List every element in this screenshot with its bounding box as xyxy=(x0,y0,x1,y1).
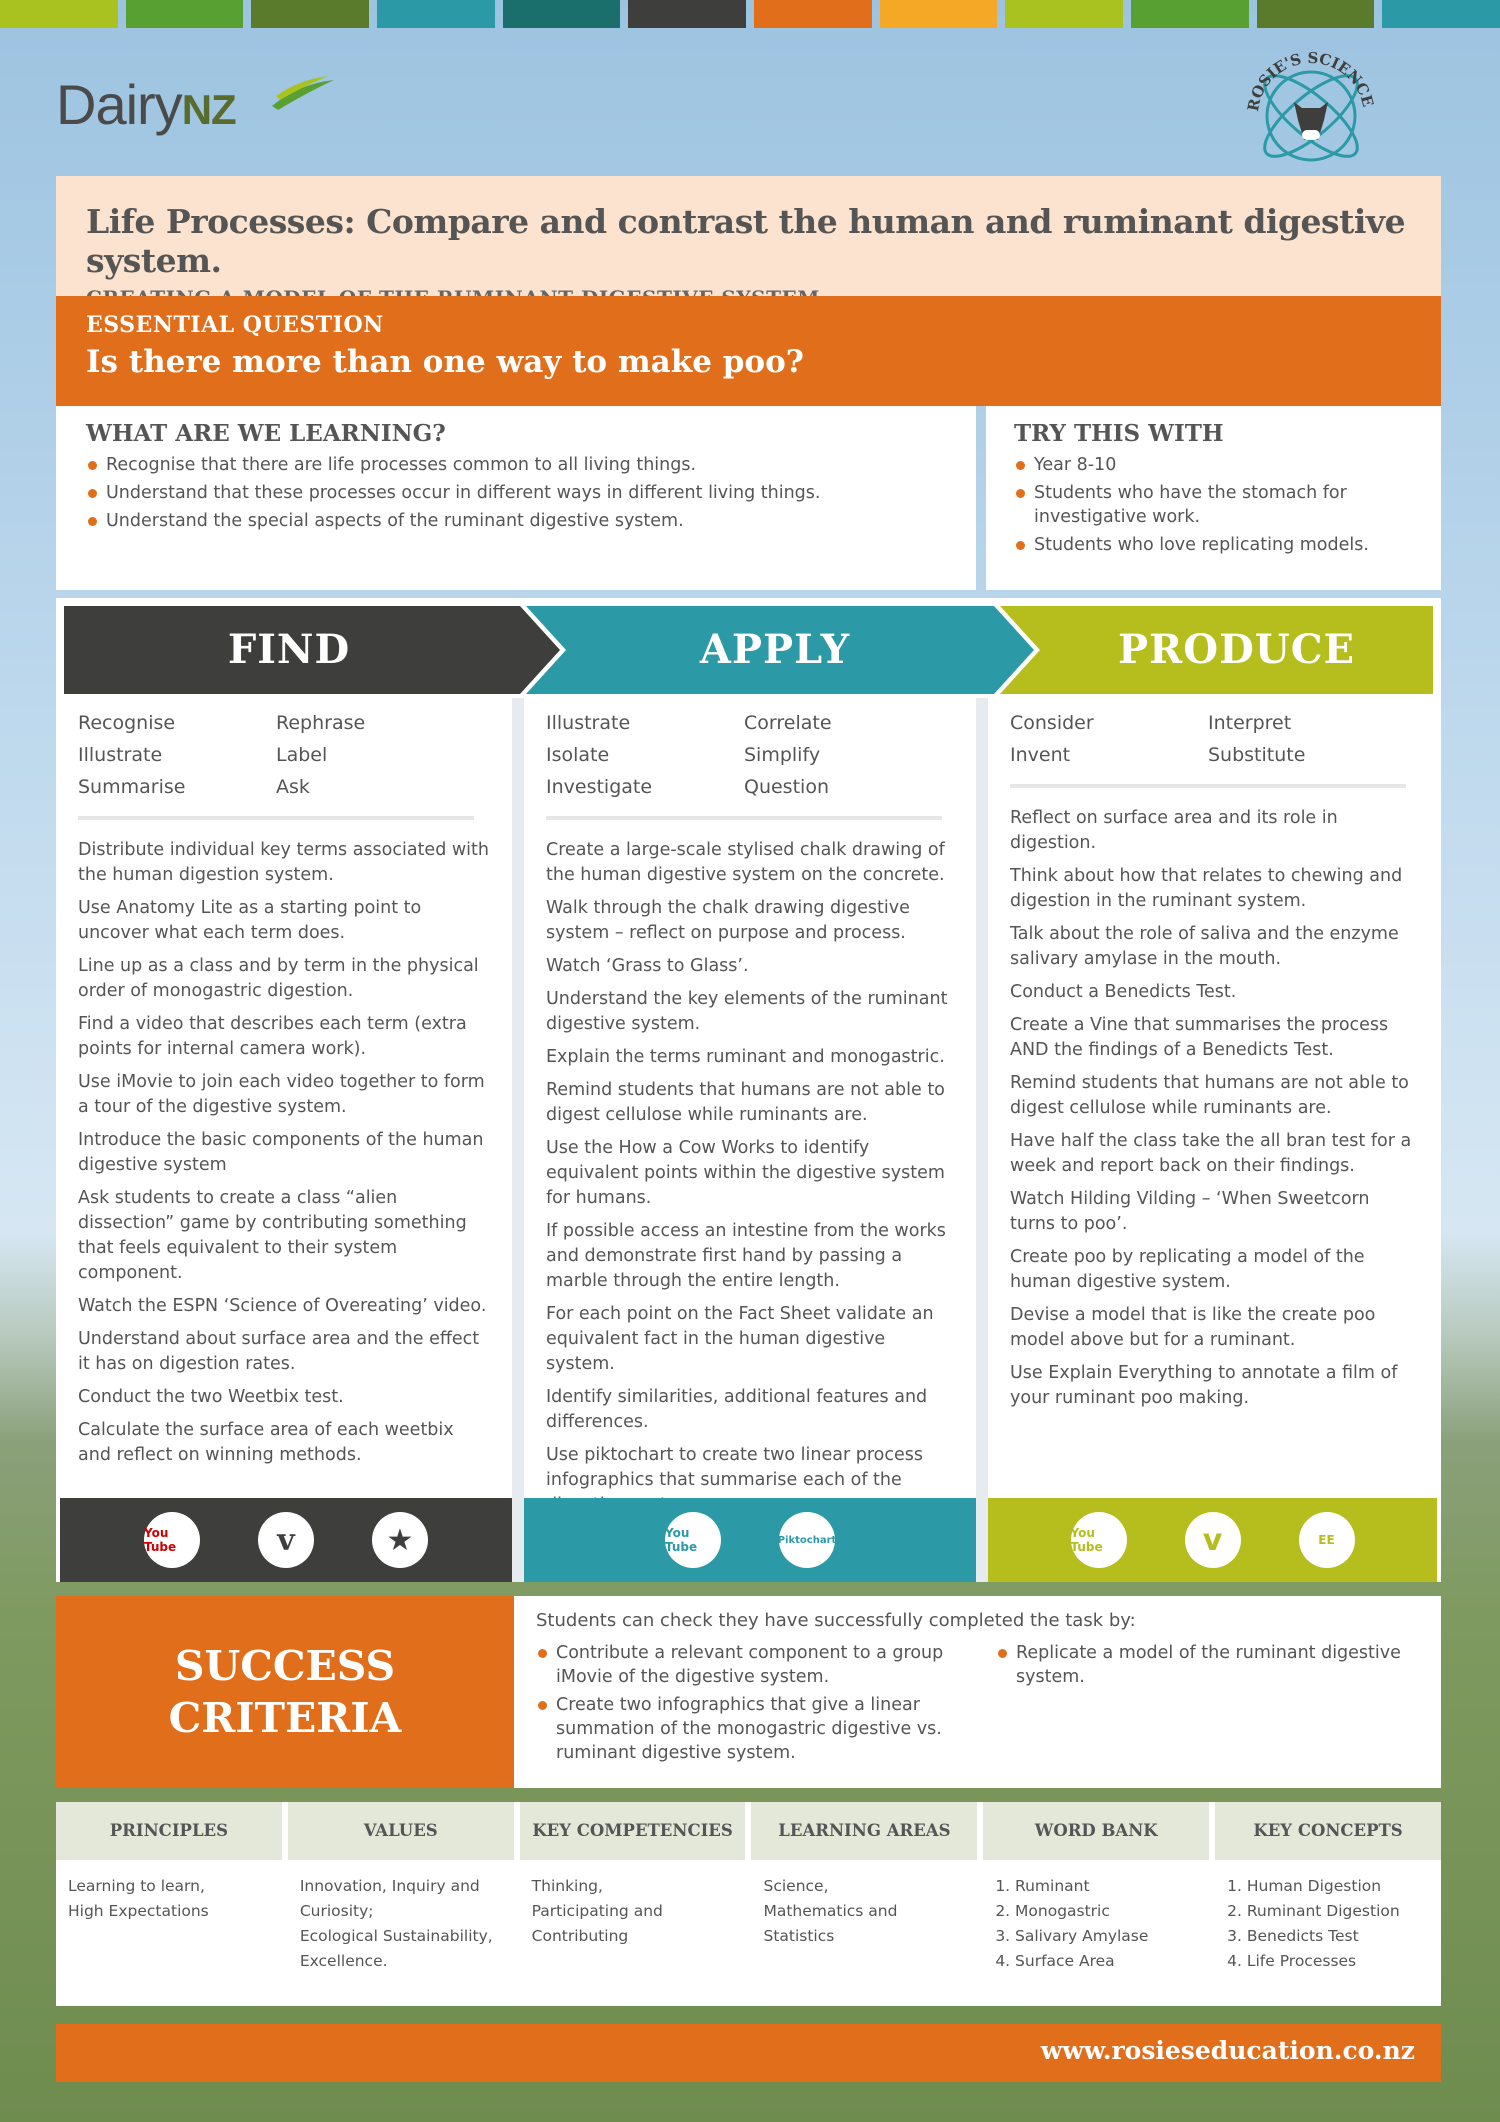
try-box xyxy=(986,406,1441,590)
verb: Substitute xyxy=(1208,744,1306,766)
activity: Find a video that describes each term (extra points for internal camera work). xyxy=(78,1014,467,1059)
imovie-icon[interactable]: ★ xyxy=(372,1512,428,1568)
learning-box xyxy=(56,406,976,590)
table-cell: High Expectations xyxy=(68,1902,209,1920)
verb: Summarise xyxy=(78,776,186,798)
verb: Correlate xyxy=(744,712,832,734)
list-item: Replicate a model of the ruminant digestive system. xyxy=(996,1641,1406,1689)
color-stripe-segment xyxy=(377,0,495,28)
activity: Watch the ESPN ‘Science of Overeating’ video. xyxy=(78,1296,487,1316)
verb: Simplify xyxy=(744,744,821,766)
table-header: PRINCIPLES xyxy=(56,1802,282,1860)
activity: Create poo by replicating a model of the human digestive system. xyxy=(1010,1247,1365,1292)
color-stripe-segment xyxy=(0,0,118,28)
table-header: VALUES xyxy=(288,1802,514,1860)
verb: Consider xyxy=(1010,712,1094,734)
column-divider xyxy=(512,698,524,1582)
color-stripe-segment xyxy=(1257,0,1375,28)
title-box xyxy=(56,176,1441,296)
color-stripe-segment xyxy=(251,0,369,28)
activity: Remind students that humans are not able to digest cellulose while ruminants are. xyxy=(546,1080,945,1125)
column-divider xyxy=(976,698,988,1582)
produce-column xyxy=(988,698,1441,1480)
table-header: KEY COMPETENCIES xyxy=(520,1802,746,1860)
color-stripe-segment xyxy=(880,0,998,28)
table-header: KEY CONCEPTS xyxy=(1215,1802,1441,1860)
list-item: Understand that these processes occur in different ways in different living things. xyxy=(86,481,946,505)
find-tools-bar xyxy=(60,1498,512,1582)
verb: Ask xyxy=(276,776,310,798)
vine-icon[interactable]: v xyxy=(1185,1512,1241,1568)
find-activities xyxy=(78,838,490,1468)
color-stripe-segment xyxy=(754,0,872,28)
essential-question-box xyxy=(56,296,1441,406)
learning-list xyxy=(86,453,946,533)
table-cell: 4. Life Processes xyxy=(1227,1952,1357,1970)
activity: Use Explain Everything to annotate a film of your ruminant poo making. xyxy=(1010,1363,1398,1408)
activity: Have half the class take the all bran test for a week and report back on their findings. xyxy=(1010,1131,1412,1176)
table-cell: Participating and Contributing xyxy=(531,1902,663,1945)
color-stripe-segment xyxy=(1382,0,1500,28)
table-cell: Innovation, Inquiry and Curiosity; xyxy=(299,1877,480,1920)
youtube-icon[interactable]: You Tube xyxy=(1071,1512,1127,1568)
values-column xyxy=(288,1802,514,2006)
youtube-icon[interactable]: You Tube xyxy=(665,1512,721,1568)
color-stripe-segment xyxy=(1131,0,1249,28)
success-list-right xyxy=(996,1641,1406,1769)
activity: Introduce the basic components of the human digestive system xyxy=(78,1130,484,1175)
verb: Recognise xyxy=(78,712,176,734)
activity: Watch ‘Grass to Glass’. xyxy=(546,956,749,976)
learning-areas-column xyxy=(751,1802,977,2006)
curriculum-table xyxy=(56,1802,1441,2006)
activity: Conduct a Benedicts Test. xyxy=(1010,982,1237,1002)
activity: Calculate the surface area of each weetbix and reflect on winning methods. xyxy=(78,1420,454,1465)
activity: Conduct the two Weetbix test. xyxy=(78,1387,344,1407)
table-cell: Ecological Sustainability, Excellence. xyxy=(299,1927,493,1970)
apply-arrow: APPLY xyxy=(699,626,851,673)
table-cell: 1. Human Digestion xyxy=(1227,1877,1382,1895)
table-header: LEARNING AREAS xyxy=(751,1802,977,1860)
activity: Use Anatomy Lite as a starting point to uncover what each term does. xyxy=(78,898,422,943)
table-header: WORD BANK xyxy=(983,1802,1209,1860)
list-item: Students who love replicating models. xyxy=(1014,533,1413,557)
website-link[interactable]: www.rosieseducation.co.nz xyxy=(1040,2036,1415,2065)
table-cell: Science, xyxy=(763,1877,829,1895)
activity: Use piktochart to create two linear process infographics that summarise each of the xyxy=(546,1445,923,1490)
produce-arrow: PRODUCE xyxy=(1117,626,1356,673)
activity: Understand about surface area and the effect it has on digestion rates. xyxy=(78,1329,480,1374)
explain-everything-icon[interactable]: EE xyxy=(1299,1512,1355,1568)
find-verbs xyxy=(78,712,474,820)
color-stripe-segment xyxy=(126,0,244,28)
activity: Identify similarities, additional features and differences. xyxy=(546,1387,928,1432)
color-stripe-segment xyxy=(1005,0,1123,28)
try-list xyxy=(1014,453,1413,557)
color-stripe xyxy=(0,0,1500,28)
table-cell: 2. Ruminant Digestion xyxy=(1227,1902,1400,1920)
activity: Devise a model that is like the create poo model above but for a ruminant. xyxy=(1010,1305,1376,1350)
list-item: Year 8-10 xyxy=(1014,453,1413,477)
activity: Create a large-scale stylised chalk drawing of the human digestive system on the concrete. xyxy=(546,840,945,885)
activity: Remind students that humans are not able to digest cellulose while ruminants are. xyxy=(1010,1073,1409,1118)
activity: Ask students to create a class “alien dissection” game by contributing something that feels equivalent to their system component. xyxy=(78,1188,467,1283)
table-cell: 3. Salivary Amylase xyxy=(995,1927,1149,1945)
verb: Illustrate xyxy=(78,744,163,766)
list-item: Contribute a relevant component to a group iMovie of the digestive system. xyxy=(536,1641,946,1689)
rosies-science-badge xyxy=(1238,36,1384,182)
activity: Watch Hilding Vilding – ‘When Sweetcorn turns to poo’. xyxy=(1010,1189,1370,1234)
find-column xyxy=(56,698,512,1480)
verb: Question xyxy=(744,776,829,798)
vimeo-icon[interactable]: v xyxy=(258,1512,314,1568)
success-criteria-label: SUCCESS CRITERIA xyxy=(56,1596,514,1788)
produce-activities xyxy=(1010,806,1419,1411)
principles-column xyxy=(56,1802,282,2006)
activity: Talk about the role of saliva and the enzyme salivary amylase in the mouth. xyxy=(1010,924,1399,969)
table-cell: 3. Benedicts Test xyxy=(1227,1927,1359,1945)
learning-heading: WHAT ARE WE LEARNING? xyxy=(86,420,446,447)
activity: Line up as a class and by term in the physical order of monogastric digestion. xyxy=(78,956,479,1001)
piktochart-icon[interactable]: Piktochart xyxy=(779,1512,835,1568)
try-heading: TRY THIS WITH xyxy=(1014,420,1224,447)
activity: For each point on the Fact Sheet validate an equivalent fact in the human digestive system. xyxy=(546,1304,934,1374)
apply-column xyxy=(524,698,976,1490)
list-item: Recognise that there are life processes common to all living things. xyxy=(86,453,946,477)
list-item: Students who have the stomach for investigative work. xyxy=(1014,481,1413,529)
activity: Use the How a Cow Works to identify equivalent points within the digestive system for humans. xyxy=(546,1138,945,1208)
list-item: Understand the special aspects of the ruminant digestive system. xyxy=(86,509,946,533)
activity: Reflect on surface area and its role in digestion. xyxy=(1010,808,1338,853)
activity-columns xyxy=(56,598,1441,1582)
verb: Invent xyxy=(1010,744,1071,766)
verb: Investigate xyxy=(546,776,653,798)
activity: Think about how that relates to chewing and digestion in the ruminant system. xyxy=(1010,866,1403,911)
activity: Use iMovie to join each video together to form a tour of the digestive system. xyxy=(78,1072,485,1117)
verb: Illustrate xyxy=(546,712,631,734)
table-cell: 4. Surface Area xyxy=(995,1952,1115,1970)
apply-verbs xyxy=(546,712,942,820)
color-stripe-segment xyxy=(503,0,621,28)
activity: If possible access an intestine from the works and demonstrate first hand by passing a marble through the entire length. xyxy=(546,1221,946,1291)
produce-tools-bar xyxy=(988,1498,1437,1582)
table-cell: Mathematics and Statistics xyxy=(763,1902,898,1945)
list-item: Create two infographics that give a linear summation of the monogastric digestive vs. ruminant digestive system. xyxy=(536,1693,946,1765)
activity: Distribute individual key terms associated with the human digestion system. xyxy=(78,840,489,885)
table-cell: Learning to learn, xyxy=(68,1877,205,1895)
table-cell: 2. Monogastric xyxy=(995,1902,1110,1920)
word-bank-column xyxy=(983,1802,1209,2006)
apply-tools-bar xyxy=(524,1498,976,1582)
activity: Create a Vine that summarises the process AND the findings of a Benedicts Test. xyxy=(1010,1015,1389,1060)
key-concepts-column xyxy=(1215,1802,1441,2006)
success-intro: Students can check they have successfully completed the task by: xyxy=(536,1610,1136,1631)
activity: Explain the terms ruminant and monogastric. xyxy=(546,1047,945,1067)
color-stripe-segment xyxy=(628,0,746,28)
dairynz-logo: DairyNZ xyxy=(56,72,236,137)
verb: Label xyxy=(276,744,328,766)
key-competencies-column xyxy=(520,1802,746,2006)
apply-activities xyxy=(546,838,954,1518)
verb: Interpret xyxy=(1208,712,1292,734)
verb: Rephrase xyxy=(276,712,366,734)
youtube-icon[interactable]: You Tube xyxy=(144,1512,200,1568)
essential-question: Is there more than one way to make poo? xyxy=(86,344,804,380)
produce-verbs xyxy=(1010,712,1406,788)
page-title: Life Processes: Compare and contrast the human and ruminant digestive system. xyxy=(86,202,1406,280)
success-list-left xyxy=(536,1641,946,1769)
table-cell: 1. Ruminant xyxy=(995,1877,1090,1895)
activity: Walk through the chalk drawing digestive system – reflect on purpose and process. xyxy=(546,898,910,943)
svg-text:ROSIE'S SCIENCE: ROSIE'S SCIENCE xyxy=(1244,48,1378,113)
activity: Understand the key elements of the ruminant digestive system. xyxy=(546,989,948,1034)
verb: Isolate xyxy=(546,744,610,766)
success-criteria-box xyxy=(514,1596,1441,1788)
find-arrow: FIND xyxy=(227,626,351,673)
essential-label: ESSENTIAL QUESTION xyxy=(86,312,384,338)
leaf-icon xyxy=(268,76,338,116)
footer-bar xyxy=(56,2024,1441,2082)
table-cell: Thinking, xyxy=(531,1877,603,1895)
